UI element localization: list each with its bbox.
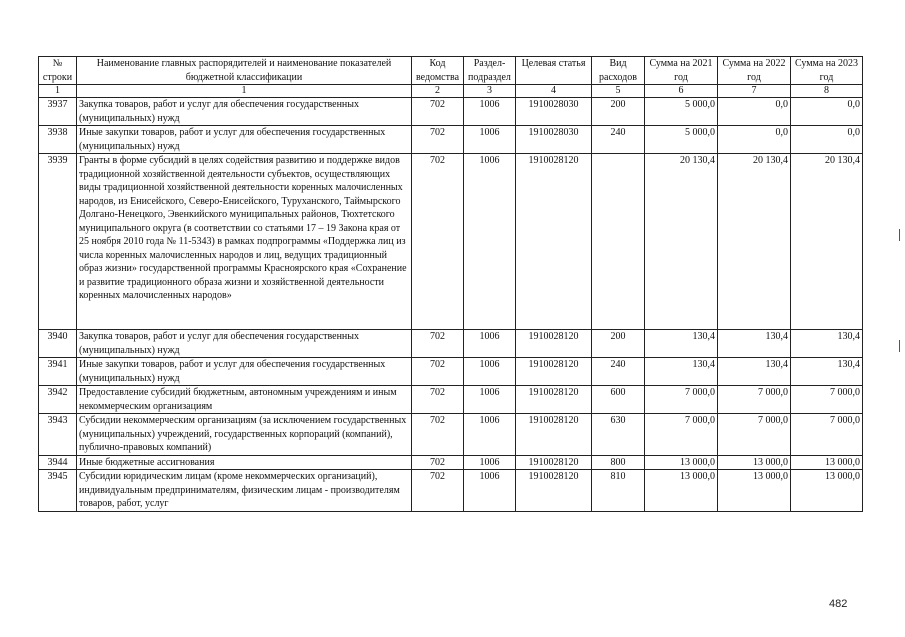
row-department-code: 702 xyxy=(412,330,464,358)
row-sum-2021: 5 000,0 xyxy=(645,126,718,154)
row-number: 3942 xyxy=(39,386,77,414)
row-sum-2023: 0,0 xyxy=(791,126,863,154)
row-name: Иные бюджетные ассигнования xyxy=(77,455,412,470)
row-number: 3940 xyxy=(39,330,77,358)
row-sum-2023: 13 000,0 xyxy=(791,470,863,512)
budget-table xyxy=(38,56,863,512)
row-department-code: 702 xyxy=(412,358,464,386)
row-department-code: 702 xyxy=(412,455,464,470)
row-section: 1006 xyxy=(464,414,516,456)
row-section: 1006 xyxy=(464,358,516,386)
row-name: Закупка товаров, работ и услуг для обеспечения государственных (муниципальных) нужд xyxy=(77,330,412,358)
row-target-article: 1910028030 xyxy=(516,126,592,154)
row-expense-type: 600 xyxy=(592,386,645,414)
column-number: 3 xyxy=(464,85,516,98)
header-name: Наименование главных распорядителей и наименование показателей бюджетной классификации xyxy=(77,57,412,85)
row-sum-2022: 130,4 xyxy=(718,330,791,358)
column-number: 4 xyxy=(516,85,592,98)
table-row xyxy=(39,414,863,456)
header-section: Раздел-подраздел xyxy=(464,57,516,85)
table-row xyxy=(39,154,863,330)
row-name: Субсидии некоммерческим организациям (за исключением государственных (муниципальных) учреждений, государственных корпораций (компаний), публично-правовых компаний) xyxy=(77,414,412,456)
row-name: Иные закупки товаров, работ и услуг для обеспечения государственных (муниципальных) нужд xyxy=(77,126,412,154)
column-number: 1 xyxy=(39,85,77,98)
row-target-article: 1910028030 xyxy=(516,98,592,126)
header-sum-2022: Сумма на 2022 год xyxy=(718,57,791,85)
row-section: 1006 xyxy=(464,455,516,470)
column-number-row xyxy=(39,85,863,98)
row-sum-2021: 13 000,0 xyxy=(645,455,718,470)
row-department-code: 702 xyxy=(412,414,464,456)
row-sum-2022: 0,0 xyxy=(718,98,791,126)
column-number: 7 xyxy=(718,85,791,98)
row-department-code: 702 xyxy=(412,98,464,126)
row-sum-2022: 7 000,0 xyxy=(718,414,791,456)
row-sum-2021: 130,4 xyxy=(645,330,718,358)
row-sum-2023: 7 000,0 xyxy=(791,414,863,456)
scan-edge-mark xyxy=(899,340,900,352)
table-row xyxy=(39,330,863,358)
column-number: 1 xyxy=(77,85,412,98)
row-number: 3938 xyxy=(39,126,77,154)
table-row xyxy=(39,126,863,154)
row-department-code: 702 xyxy=(412,386,464,414)
row-expense-type: 200 xyxy=(592,330,645,358)
row-department-code: 702 xyxy=(412,126,464,154)
row-sum-2022: 13 000,0 xyxy=(718,470,791,512)
row-sum-2021: 5 000,0 xyxy=(645,98,718,126)
row-sum-2022: 0,0 xyxy=(718,126,791,154)
row-name: Субсидии юридическим лицам (кроме некоммерческих организаций), индивидуальным предпринимателям, физическим лицам - производителям товаров, работ, услуг xyxy=(77,470,412,512)
row-target-article: 1910028120 xyxy=(516,358,592,386)
row-name: Иные закупки товаров, работ и услуг для обеспечения государственных (муниципальных) нужд xyxy=(77,358,412,386)
row-sum-2022: 20 130,4 xyxy=(718,154,791,330)
page-number: 482 xyxy=(829,598,848,610)
row-name: Гранты в форме субсидий в целях содействия развитию и поддержке видов традиционной хозяйственной деятельности субъектов, осуществляющих виды традиционной хозяйственной деятельности коренных малочисленных народов, из Енисейского, Северо-Енисейского, Туруханского, Таймырского Долгано-Ненецкого, Эвенкийского муниципальных районов, Тюхтетского муниципального округа (в соответствии со статьями 17 – 19 Закона края от 25 ноября 2010 года № 11-5343) в рамках подпрограммы «Поддержка лиц из числа коренных малочисленных народов и лиц, ведущих традиционный образ жизни» государственной программы Красноярского края «Сохранение и развитие традиционного образа жизни и хозяйственной деятельности коренных малочисленных народов» xyxy=(77,154,412,330)
column-number: 8 xyxy=(791,85,863,98)
row-expense-type: 200 xyxy=(592,98,645,126)
header-row-number: № строки xyxy=(39,57,77,85)
row-expense-type: 800 xyxy=(592,455,645,470)
row-section: 1006 xyxy=(464,470,516,512)
row-section: 1006 xyxy=(464,386,516,414)
row-target-article: 1910028120 xyxy=(516,386,592,414)
row-sum-2021: 13 000,0 xyxy=(645,470,718,512)
row-sum-2022: 130,4 xyxy=(718,358,791,386)
row-section: 1006 xyxy=(464,126,516,154)
row-number: 3941 xyxy=(39,358,77,386)
table-header-row xyxy=(39,57,863,85)
row-section: 1006 xyxy=(464,330,516,358)
row-target-article: 1910028120 xyxy=(516,414,592,456)
row-expense-type: 630 xyxy=(592,414,645,456)
row-section: 1006 xyxy=(464,98,516,126)
row-sum-2021: 7 000,0 xyxy=(645,386,718,414)
row-expense-type: 240 xyxy=(592,126,645,154)
row-expense-type xyxy=(592,154,645,330)
header-target-article: Целевая статья xyxy=(516,57,592,85)
column-number: 2 xyxy=(412,85,464,98)
row-sum-2022: 7 000,0 xyxy=(718,386,791,414)
row-sum-2023: 7 000,0 xyxy=(791,386,863,414)
table-row xyxy=(39,470,863,512)
row-expense-type: 810 xyxy=(592,470,645,512)
row-section: 1006 xyxy=(464,154,516,330)
row-department-code: 702 xyxy=(412,154,464,330)
header-expense-type: Вид расходов xyxy=(592,57,645,85)
row-number: 3937 xyxy=(39,98,77,126)
row-sum-2023: 0,0 xyxy=(791,98,863,126)
row-name: Предоставление субсидий бюджетным, автономным учреждениям и иным некоммерческим организациям xyxy=(77,386,412,414)
row-sum-2023: 130,4 xyxy=(791,330,863,358)
row-sum-2023: 13 000,0 xyxy=(791,455,863,470)
row-target-article: 1910028120 xyxy=(516,470,592,512)
column-number: 6 xyxy=(645,85,718,98)
row-number: 3943 xyxy=(39,414,77,456)
row-expense-type: 240 xyxy=(592,358,645,386)
scan-edge-mark xyxy=(899,229,900,241)
row-sum-2022: 13 000,0 xyxy=(718,455,791,470)
row-target-article: 1910028120 xyxy=(516,154,592,330)
row-sum-2023: 20 130,4 xyxy=(791,154,863,330)
row-number: 3945 xyxy=(39,470,77,512)
table-row xyxy=(39,386,863,414)
table-row xyxy=(39,455,863,470)
header-department-code: Код ведомства xyxy=(412,57,464,85)
row-sum-2021: 130,4 xyxy=(645,358,718,386)
header-sum-2023: Сумма на 2023 год xyxy=(791,57,863,85)
row-name: Закупка товаров, работ и услуг для обеспечения государственных (муниципальных) нужд xyxy=(77,98,412,126)
row-target-article: 1910028120 xyxy=(516,330,592,358)
row-sum-2021: 20 130,4 xyxy=(645,154,718,330)
row-department-code: 702 xyxy=(412,470,464,512)
table-row xyxy=(39,98,863,126)
column-number: 5 xyxy=(592,85,645,98)
row-number: 3939 xyxy=(39,154,77,330)
row-sum-2021: 7 000,0 xyxy=(645,414,718,456)
row-sum-2023: 130,4 xyxy=(791,358,863,386)
table-row xyxy=(39,358,863,386)
row-target-article: 1910028120 xyxy=(516,455,592,470)
row-number: 3944 xyxy=(39,455,77,470)
header-sum-2021: Сумма на 2021 год xyxy=(645,57,718,85)
